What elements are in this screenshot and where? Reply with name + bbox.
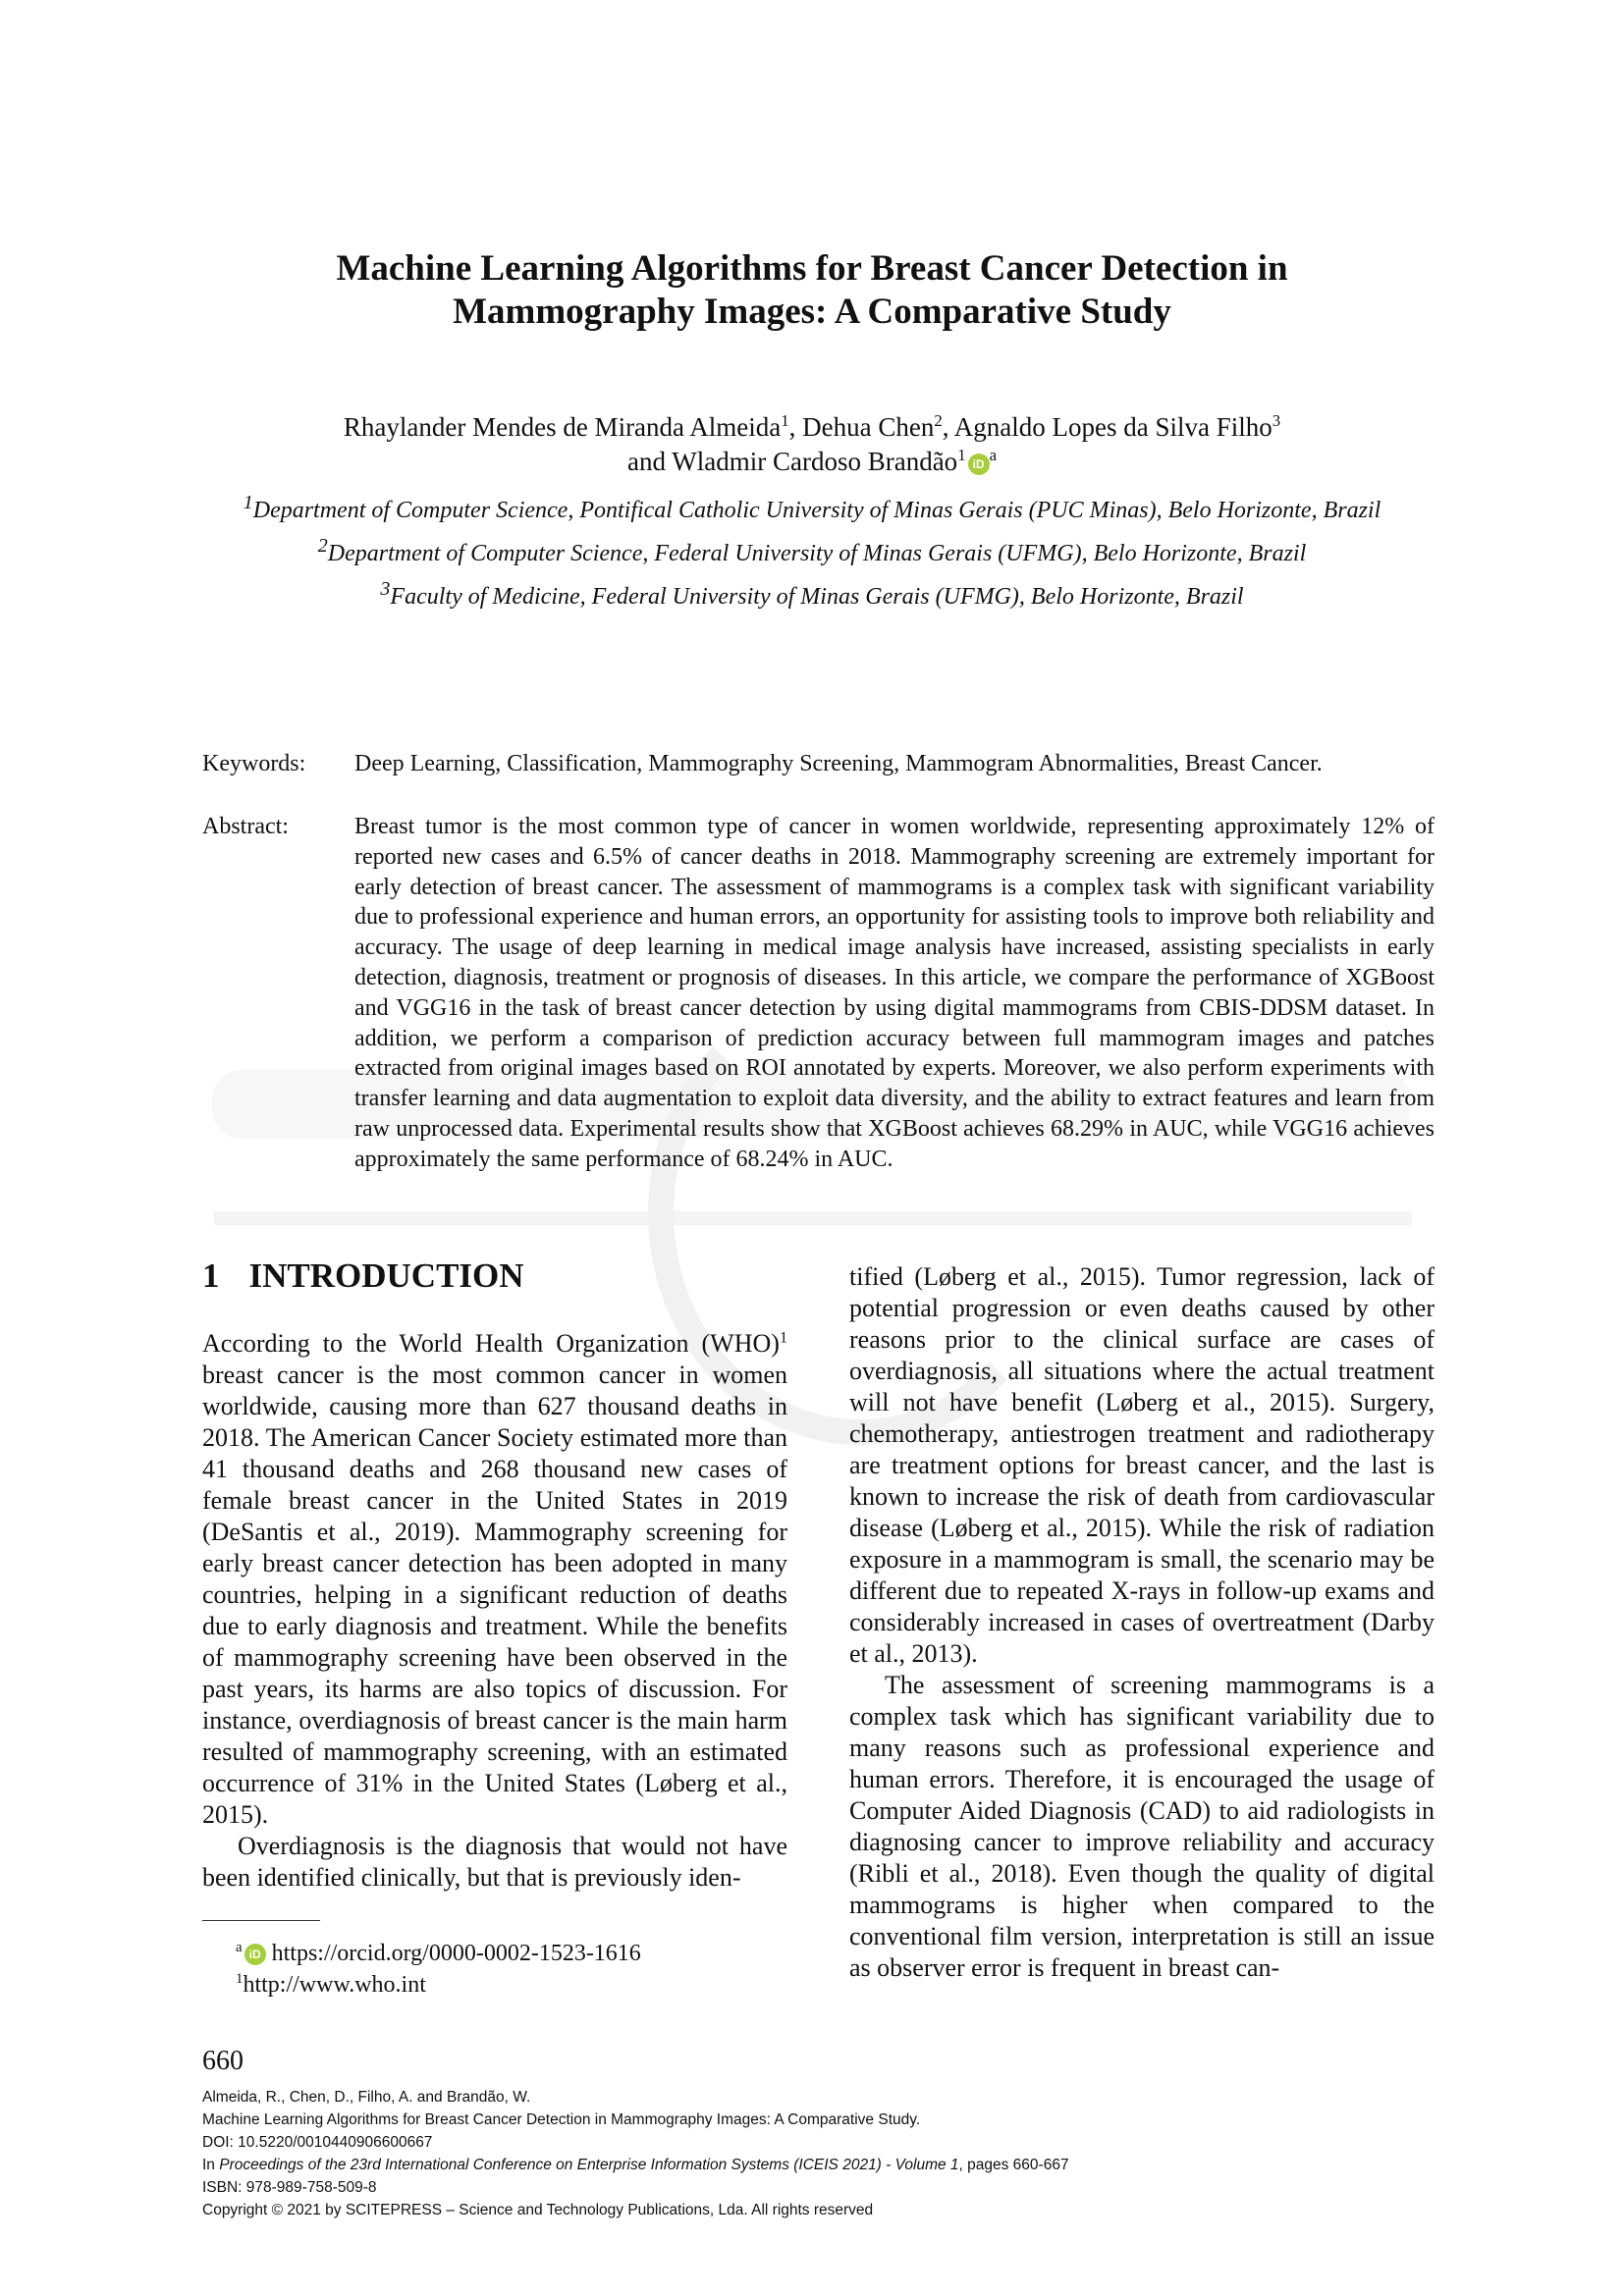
author-affil: 1 — [957, 445, 966, 464]
footer-proceedings-title: Proceedings of the 23rd International Conference on Enterprise Information Systems (ICEIS 2021) - Volume 1 — [219, 2157, 959, 2173]
author-affil: 3 — [1272, 410, 1281, 430]
title-line-1: Machine Learning Algorithms for Breast Cancer Detection in — [336, 248, 1288, 289]
page-number: 660 — [202, 2046, 244, 2076]
footer-authors: Almeida, R., Chen, D., Filho, A. and Brandão, W. — [202, 2089, 531, 2106]
footer-isbn: ISBN: 978-989-758-509-8 — [202, 2179, 377, 2196]
orcid-icon[interactable]: iD — [968, 454, 990, 475]
left-column — [202, 1328, 787, 1894]
author-list — [147, 410, 1477, 479]
watermark-publications — [214, 1211, 1412, 1225]
author-line-2 — [147, 445, 1477, 479]
affiliation-mark: 2 — [317, 535, 328, 557]
who-link[interactable]: http://www.who.int — [243, 1972, 426, 1998]
right-column — [849, 1261, 1435, 1984]
footer-pages: , pages 660-667 — [958, 2157, 1069, 2173]
author-affil: 1 — [781, 410, 789, 430]
paragraph: The assessment of screening mammograms is a complex task which has significant variability due to many reasons such as professional experience and human errors. Therefore, it is encouraged the usage of Computer Aided Diagnosis (CAD) to aid radiologists in diagnosing cancer to improve reliability and accuracy (Ribli et al., 2018). Even though the quality of digital mammograms is higher when compared to the conventional film version, interpretation is still an issue as observer error is frequent in breast can- — [849, 1671, 1435, 1982]
orcid-link[interactable]: https://orcid.org/0000-0002-1523-1616 — [271, 1941, 641, 1966]
footnote-mark: a — [236, 1940, 243, 1956]
author-name: Agnaldo Lopes da Silva Filho — [953, 412, 1272, 442]
author-name: Dehua Chen — [802, 412, 935, 442]
affiliation — [147, 528, 1477, 571]
author-name: Wladmir Cardoso Brandão — [672, 447, 958, 476]
abstract-label: Abstract: — [202, 814, 289, 839]
paper-title — [196, 247, 1428, 334]
footer-in: In — [202, 2157, 220, 2173]
affiliation-text: Department of Computer Science, Pontifical Catholic University of Minas Gerais (PUC Minas), Belo Horizonte, Brazil — [252, 498, 1381, 523]
orcid-icon: iD — [244, 1944, 266, 1965]
affiliations — [147, 485, 1477, 614]
paragraph: Overdiagnosis is the diagnosis that would not have been identified clinically, but that is previously iden- — [202, 1832, 787, 1892]
affiliation-mark: 1 — [243, 492, 253, 513]
affiliation-text: Department of Computer Science, Federal University of Minas Gerais (UFMG), Belo Horizonte, Brazil — [327, 541, 1307, 566]
paragraph-text: According to the World Health Organization (WHO) — [202, 1329, 780, 1358]
footer-proceedings — [202, 2154, 1069, 2176]
citation-footer — [202, 2086, 1069, 2221]
keywords-label: Keywords: — [202, 751, 306, 776]
abstract-text: Breast tumor is the most common type of cancer in women worldwide, representing approximately 12% of reported new cases and 6.5% of cancer deaths in 2018. Mammography screening are extremely important for early detection of breast cancer. The assessment of mammograms is a complex task with significant variability due to professional experience and human errors, an opportunity for assisting tools to improve both reliability and accuracy. The usage of deep learning in medical image analysis have increased, assisting specialists in early detection, diagnosis, treatment or prognosis of diseases. In this article, we compare the performance of XGBoost and VGG16 in the task of breast cancer detection by using digital mammograms from CBIS-DDSM dataset. In addition, we perform a comparison of prediction accuracy between full mammogram images and patches extracted from original images based on ROI annotated by experts. Moreover, we also perform experiments with transfer learning and data augmentation to exploit data diversity, and the ability to extract features and learn from raw unprocessed data. Experimental results show that XGBoost achieves 68.29% in AUC, while VGG16 achieves approximately the same performance of 68.24% in AUC. — [354, 814, 1435, 1172]
paragraph-text: breast cancer is the most common cancer in women worldwide, causing more than 627 thousand deaths in 2018. The American Cancer Society estimated more than 41 thousand deaths and 268 thousand new cases of female breast cancer in the United States in 2019 (DeSantis et al., 2019). Mammography screening for early breast cancer detection has been adopted in many countries, helping in a significant reduction of deaths due to early diagnosis and treatment. While the benefits of mammography screening have been observed in the past years, its harms are also topics of discussion. For instance, overdiagnosis of breast cancer is the main harm resulted of mammography screening, with an estimated occurrence of 31% in the United States (Løberg et al., 2015). — [202, 1361, 787, 1829]
paragraph — [202, 1328, 787, 1831]
footer-title: Machine Learning Algorithms for Breast Cancer Detection in Mammography Images: A Comparative Study. — [202, 2111, 921, 2128]
footnote — [236, 1969, 426, 2001]
footer-doi: DOI: 10.5220/0010440906600667 — [202, 2134, 433, 2151]
title-line-2: Mammography Images: A Comparative Study — [453, 292, 1171, 332]
paragraph: tified (Løberg et al., 2015). Tumor regression, lack of potential progression or even deaths caused by other reasons prior to the clinical surface are cases of overdiagnosis, all situations where the actual treatment will not have benefit (Løberg et al., 2015). Surgery, chemotherapy, antiestrogen treatment and radiotherapy are treatment options for breast cancer, and the last is known to increase the risk of death from cardiovascular disease (Løberg et al., 2015). While the risk of radiation exposure in a mammogram is small, the scenario may be different due to repeated X-rays in follow-up exams and considerably increased in cases of overtreatment (Darby et al., 2013). — [849, 1262, 1435, 1668]
affiliation — [147, 571, 1477, 614]
section-heading — [202, 1255, 524, 1298]
author-affil: 2 — [934, 410, 943, 430]
affiliation-text: Faculty of Medicine, Federal University of Minas Gerais (UFMG), Belo Horizonte, Brazil — [390, 584, 1244, 610]
footnote-divider — [202, 1920, 320, 1921]
author-name: Rhaylander Mendes de Miranda Almeida — [343, 412, 782, 442]
footnote — [236, 1938, 641, 1969]
footnote-mark: 1 — [236, 1971, 244, 1988]
section-number: 1 — [202, 1256, 220, 1295]
affiliation — [147, 485, 1477, 528]
keywords-text: Deep Learning, Classification, Mammography Screening, Mammogram Abnormalities, Breast Cancer. — [354, 751, 1323, 776]
footnote-ref[interactable]: 1 — [779, 1329, 787, 1347]
orcid-footnote-mark: a — [989, 445, 997, 464]
footer-copyright: Copyright © 2021 by SCITEPRESS – Science and Technology Publications, Lda. All rights reserved — [202, 2202, 874, 2218]
and-text: and — [627, 447, 666, 476]
author-line-1: Rhaylander Mendes de Miranda Almeida$^1$, Dehua Chen$^2$, Agnaldo Lopes da Silva Filho$^3$ — [343, 410, 1281, 442]
affiliation-mark: 3 — [380, 578, 391, 600]
section-title: INTRODUCTION — [248, 1256, 524, 1295]
